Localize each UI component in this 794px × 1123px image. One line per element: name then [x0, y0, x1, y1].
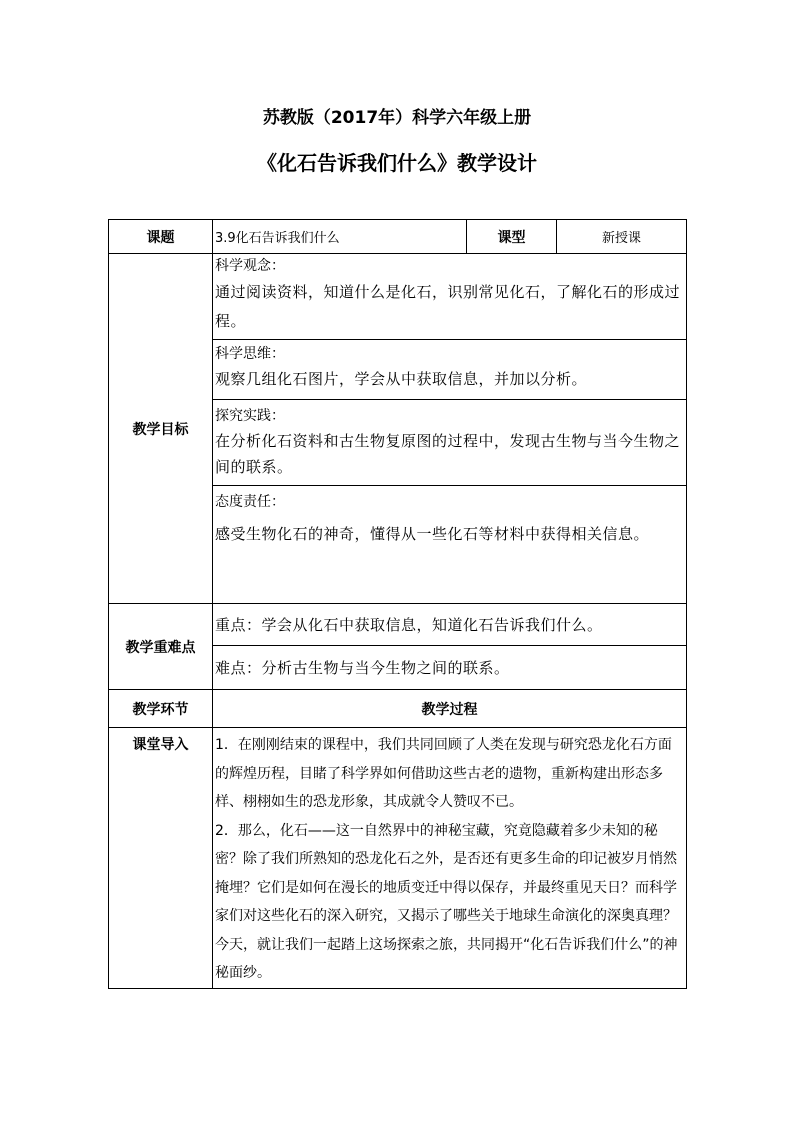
section-label: 教学环节 — [109, 690, 213, 728]
goal-cell — [213, 254, 687, 340]
table-row — [109, 220, 687, 254]
topic-value: 3.9化石告诉我们什么 — [213, 220, 467, 254]
type-value: 新授课 — [557, 220, 687, 254]
intro-label: 课堂导入 — [109, 728, 213, 989]
goals-label: 教学目标 — [109, 254, 213, 604]
goal-text: 感受生物化石的神奇，懂得从一些化石等材料中获得相关信息。 — [215, 525, 650, 543]
lesson-title: 《化石告诉我们什么》教学设计 — [257, 151, 537, 175]
goal-heading: 科学思维： — [215, 346, 285, 362]
intro-paragraph: 1．在刚刚结束的课程中，我们共同回顾了人类在发现与研究恐龙化石方面的辉煌历程，目睹了科学界如何借助这些古老的遗物，重新构建出形态多样、栩栩如生的恐龙形象，其成就令人赞叹不已。 — [215, 737, 672, 810]
table-row — [109, 604, 687, 646]
goal-heading: 科学观念： — [215, 258, 285, 274]
goal-cell — [213, 486, 687, 604]
goal-heading: 探究实践： — [215, 408, 285, 424]
goal-text: 在分析化石资料和古生物复原图的过程中，发现古生物与当今生物之间的联系。 — [215, 432, 681, 476]
key-point: 重点：学会从化石中获取信息，知道化石告诉我们什么。 — [213, 604, 687, 646]
type-label: 课型 — [467, 220, 557, 254]
table-row — [109, 728, 687, 989]
keypoints-label: 教学重难点 — [109, 604, 213, 690]
lesson-plan-table — [108, 219, 687, 989]
process-label: 教学过程 — [213, 690, 687, 728]
goal-text: 通过阅读资料，知道什么是化石，识别常见化石，了解化石的形成过程。 — [215, 283, 681, 330]
intro-process — [213, 728, 687, 989]
goal-cell — [213, 340, 687, 400]
intro-paragraph: 2．那么，化石——这一自然界中的神秘宝藏，究竟隐藏着多少未知的秘密？除了我们所熟知的恐龙化石之外，是否还有更多生命的印记被岁月悄然掩埋？它们是如何在漫长的地质变迁中得以保存，并最终重见天日？而科学家们对这些化石的深入研究，又揭示了哪些关于地球生命演化的深奥真理？今天，就让我们一起踏上这场探索之旅，共同揭开“化石告诉我们什么”的神秘面纱。 — [215, 822, 678, 981]
topic-label: 课题 — [109, 220, 213, 254]
goal-heading: 态度责任： — [215, 494, 285, 510]
goal-cell — [213, 400, 687, 486]
table-row — [109, 690, 687, 728]
difficult-point: 难点：分析古生物与当今生物之间的联系。 — [213, 646, 687, 690]
goal-text: 观察几组化石图片，学会从中获取信息，并加以分析。 — [215, 370, 588, 388]
table-row — [109, 254, 687, 340]
document-title: 苏教版（2017年）科学六年级上册 — [262, 108, 532, 128]
